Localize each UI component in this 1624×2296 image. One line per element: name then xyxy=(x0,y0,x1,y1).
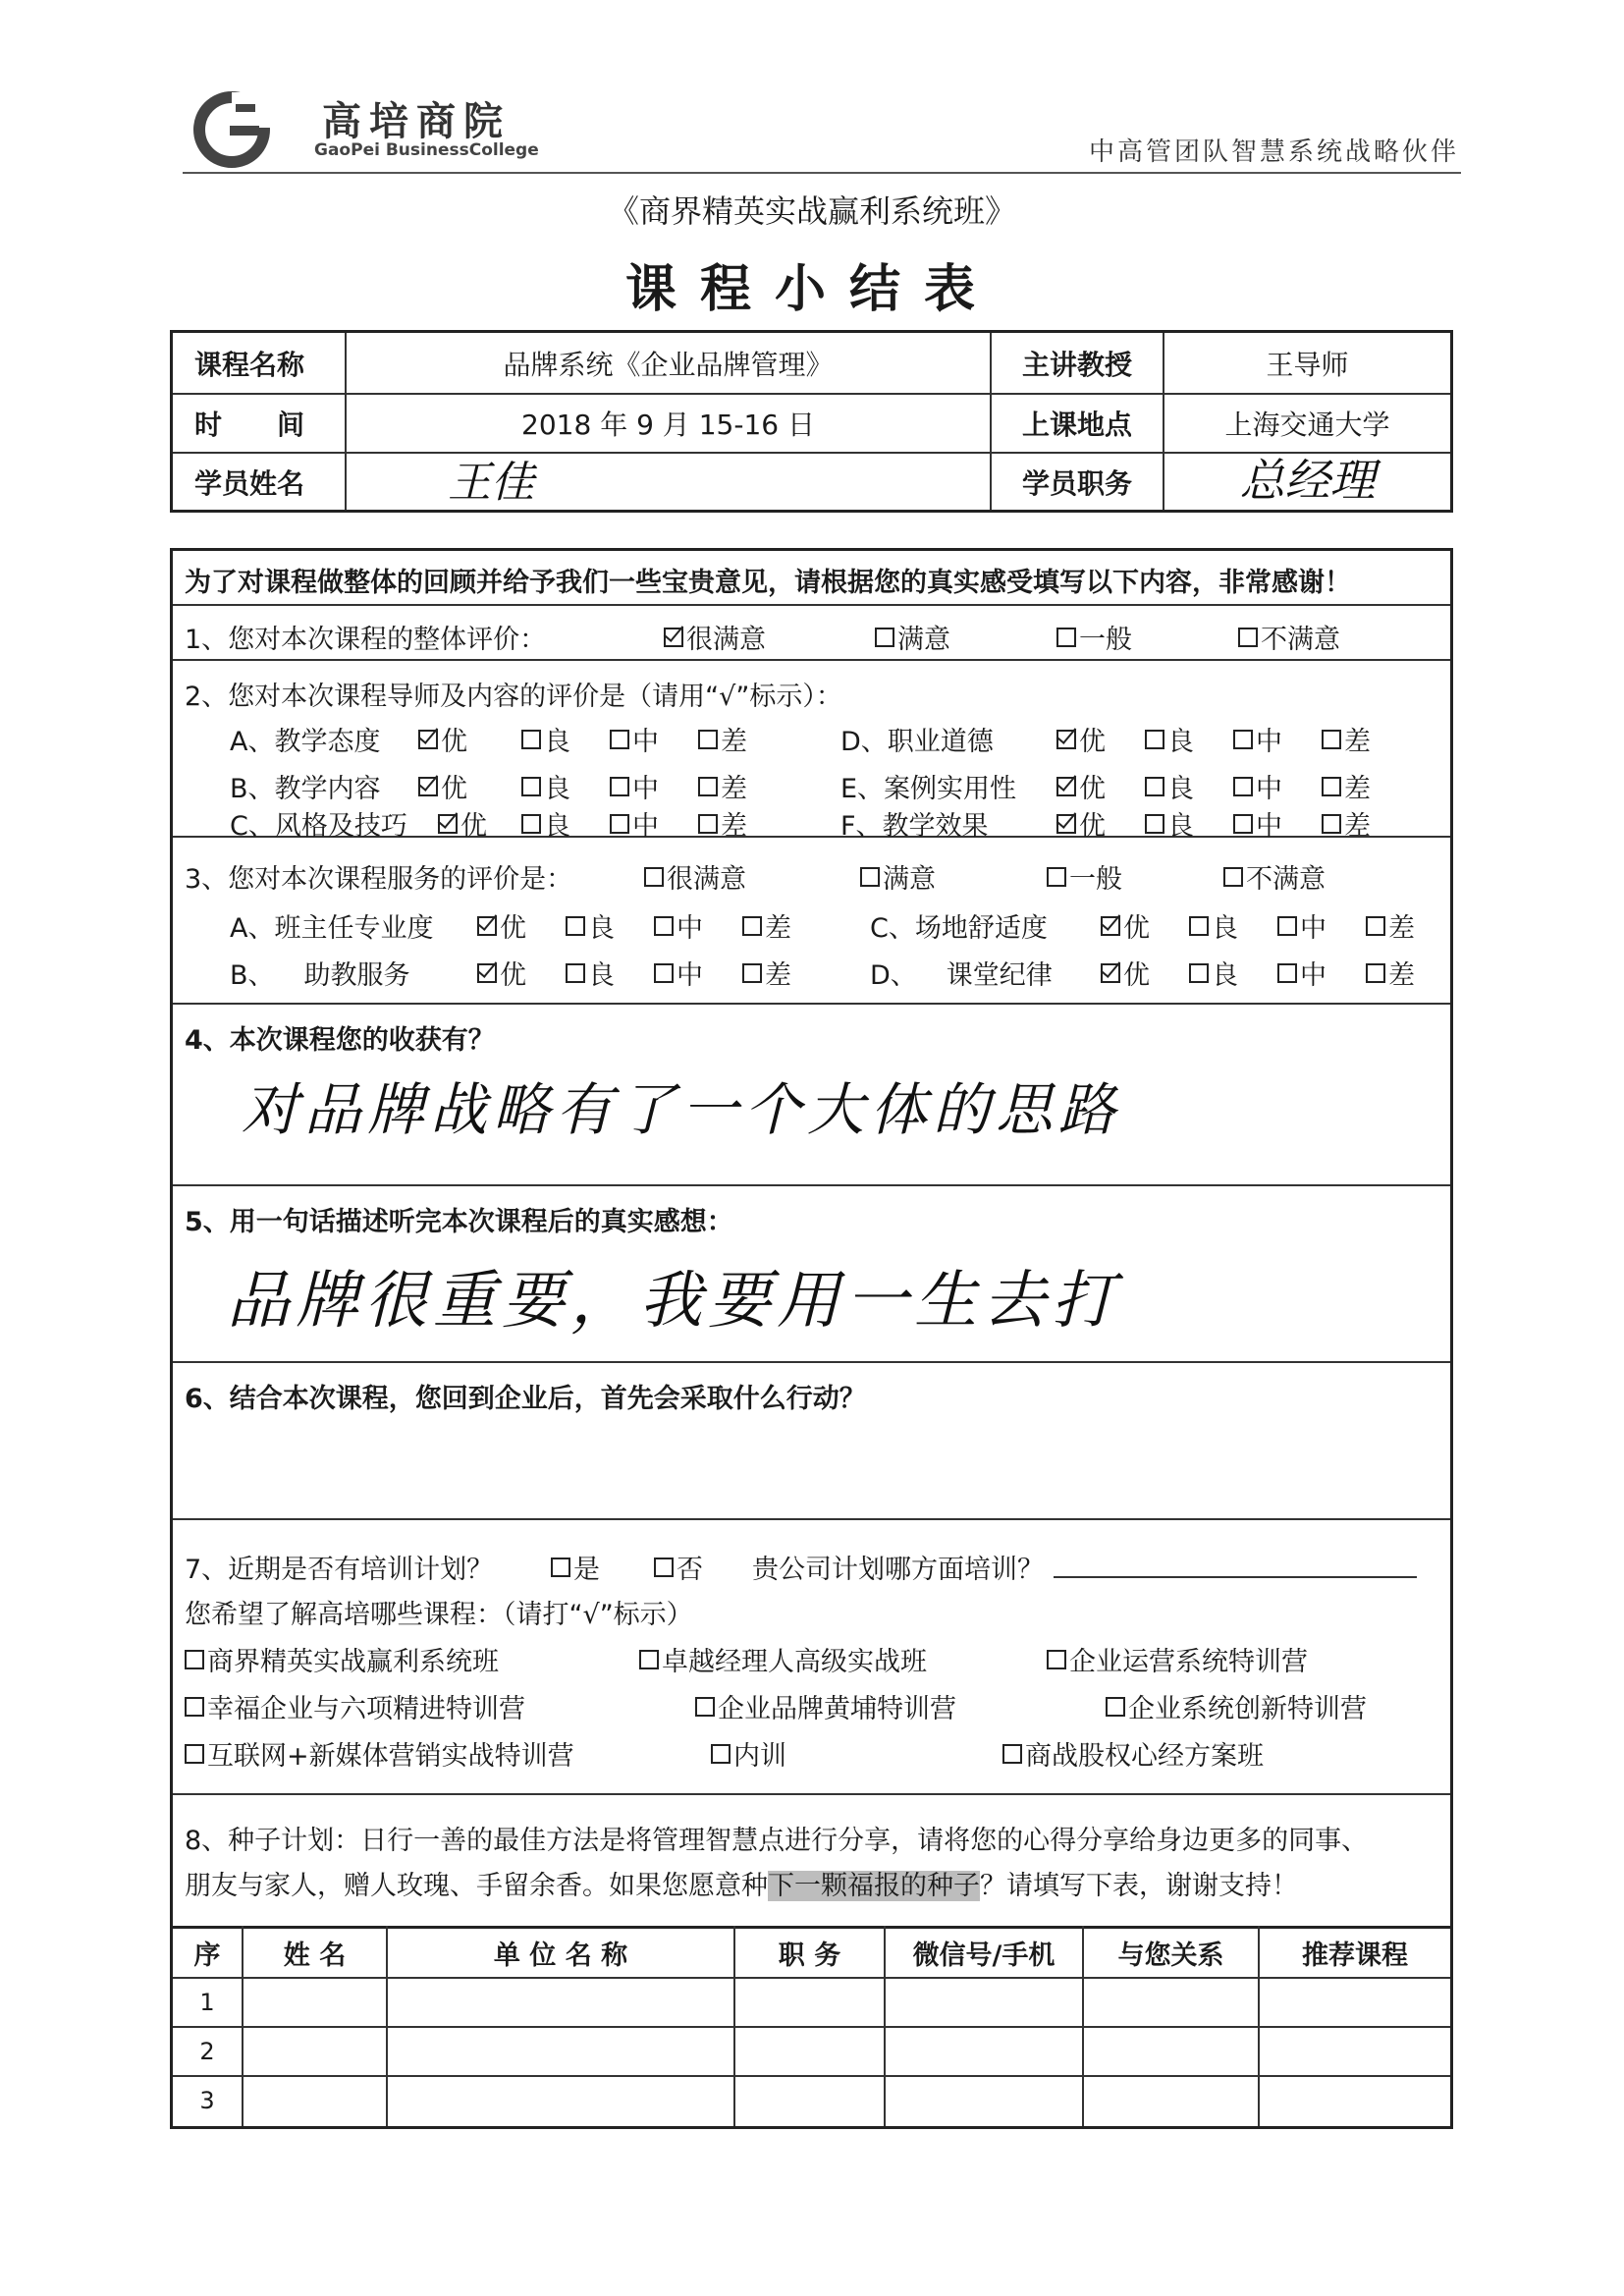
q2-b-grade-medium[interactable]: 中 xyxy=(610,767,659,805)
course-option-1[interactable]: 商界精英实战赢利系统班 xyxy=(185,1640,499,1678)
q3-c-grade-medium[interactable]: 中 xyxy=(1277,906,1326,945)
table-row-index: 3 xyxy=(199,2087,215,2114)
q8-section xyxy=(173,1795,1450,1926)
q1-section xyxy=(173,606,1450,661)
q4-handwritten-answer[interactable]: 对品牌战略有了一个大体的思路 xyxy=(242,1076,1122,1143)
q2-section xyxy=(173,661,1450,842)
q2-c-grade-medium[interactable]: 中 xyxy=(610,804,659,843)
q2-a-grade-excellent[interactable]: 优 xyxy=(418,720,467,758)
q3-c-grade-poor[interactable]: 差 xyxy=(1366,906,1415,945)
q5-handwritten-answer[interactable]: 品牌很重要，我要用一生去打 xyxy=(227,1265,1120,1338)
student-name-value: 王佳 xyxy=(448,458,534,508)
q2-e-grade-good[interactable]: 良 xyxy=(1145,767,1194,805)
q3-item-a: A、班主任专业度 xyxy=(230,913,434,944)
time-label: 时 间 xyxy=(194,409,305,441)
q3-section xyxy=(173,838,1450,1005)
q3-b-grade-poor[interactable]: 差 xyxy=(742,954,791,992)
course-name-value: 品牌系统《企业品牌管理》 xyxy=(503,348,834,381)
q4-text: 4、本次课程您的收获有？ xyxy=(185,1025,495,1056)
course-option-6[interactable]: 企业系统创新特训营 xyxy=(1106,1687,1367,1725)
course-name-label: 课程名称 xyxy=(194,348,305,381)
q1-option-very-satisfied[interactable]: 很满意 xyxy=(664,618,766,656)
position-value: 总经理 xyxy=(1239,454,1376,507)
q3-d-grade-poor[interactable]: 差 xyxy=(1366,954,1415,992)
q3-a-grade-medium[interactable]: 中 xyxy=(654,906,703,945)
q8-highlight: 下一颗福报的种子 xyxy=(768,1871,980,1901)
course-option-7[interactable]: 互联网+新媒体营销实战特训营 xyxy=(185,1734,574,1773)
q3-a-grade-excellent[interactable]: 优 xyxy=(477,906,526,945)
q2-a-grade-medium[interactable]: 中 xyxy=(610,720,659,758)
q3-d-grade-good[interactable]: 良 xyxy=(1189,954,1238,992)
q3-option-dissatisfied[interactable]: 不满意 xyxy=(1223,857,1326,896)
col-header-index: 序 xyxy=(193,1940,221,1971)
q3-d-grade-excellent[interactable]: 优 xyxy=(1101,954,1150,992)
student-name-label: 学员姓名 xyxy=(194,466,305,500)
q3-option-average[interactable]: 一般 xyxy=(1047,857,1122,896)
q2-f-grade-poor[interactable]: 差 xyxy=(1322,804,1371,843)
lecturer-label: 主讲教授 xyxy=(1021,348,1132,381)
q2-item-b-label: B、教学内容 xyxy=(230,774,381,804)
q3-text: 3、您对本次课程服务的评价是： xyxy=(185,864,573,895)
table-row-index: 2 xyxy=(199,2038,215,2065)
q1-option-dissatisfied[interactable]: 不满意 xyxy=(1238,618,1340,656)
col-header-position: 职 务 xyxy=(778,1940,841,1971)
course-option-3[interactable]: 企业运营系统特训营 xyxy=(1047,1640,1308,1678)
checkbox[interactable] xyxy=(1056,628,1076,647)
intro-section xyxy=(173,551,1450,606)
col-header-course: 推荐课程 xyxy=(1302,1940,1408,1971)
q2-e-grade-poor[interactable]: 差 xyxy=(1322,767,1371,805)
q2-d-grade-good[interactable]: 良 xyxy=(1145,720,1194,758)
q2-a-grade-good[interactable]: 良 xyxy=(521,720,570,758)
checkbox[interactable] xyxy=(875,628,894,647)
q2-c-grade-excellent[interactable]: 优 xyxy=(438,804,487,843)
brand-name-en: GaoPei BusinessCollege xyxy=(314,140,539,160)
location-label: 上课地点 xyxy=(1021,409,1132,441)
q7-option-yes[interactable]: 是 xyxy=(551,1548,600,1586)
q2-e-grade-excellent[interactable]: 优 xyxy=(1056,767,1106,805)
q7-text: 7、近期是否有培训计划？ xyxy=(185,1555,494,1585)
location-value: 上海交通大学 xyxy=(1224,409,1390,441)
header-divider xyxy=(183,172,1461,174)
form-title: 课程小结表 xyxy=(624,260,999,319)
intro-text: 为了对课程做整体的回顾并给予我们一些宝贵意见，请根据您的真实感受填写以下内容，非常感谢！ xyxy=(185,568,1351,598)
q3-d-grade-medium[interactable]: 中 xyxy=(1277,954,1326,992)
q2-d-grade-poor[interactable]: 差 xyxy=(1322,720,1371,758)
info-table xyxy=(170,330,1453,513)
col-header-contact: 微信号/手机 xyxy=(912,1940,1056,1971)
q1-option-average[interactable]: 一般 xyxy=(1056,618,1132,656)
q2-b-grade-poor[interactable]: 差 xyxy=(698,767,747,805)
col-header-company: 单 位 名 称 xyxy=(493,1940,628,1971)
q2-item-c-label: C、风格及技巧 xyxy=(230,811,407,842)
q3-b-grade-good[interactable]: 良 xyxy=(566,954,615,992)
position-label: 学员职务 xyxy=(1021,466,1132,500)
q2-c-grade-poor[interactable]: 差 xyxy=(698,804,747,843)
q3-a-grade-poor[interactable]: 差 xyxy=(742,906,791,945)
checkbox[interactable] xyxy=(1238,628,1258,647)
q2-f-grade-medium[interactable]: 中 xyxy=(1233,804,1282,843)
q6-text: 6、结合本次课程，您回到企业后，首先会采取什么行动？ xyxy=(185,1384,866,1414)
q3-option-very-satisfied[interactable]: 很满意 xyxy=(644,857,746,896)
q7-plan-blank[interactable] xyxy=(1054,1555,1417,1578)
lecturer-value: 王导师 xyxy=(1266,348,1349,381)
q2-item-f-label: F、教学效果 xyxy=(840,811,989,842)
q4-section xyxy=(173,1005,1450,1186)
q2-d-grade-medium[interactable]: 中 xyxy=(1233,720,1282,758)
q2-item-d-label: D、职业道德 xyxy=(840,727,994,757)
course-title: 《商界精英实战赢利系统班》 xyxy=(607,192,1016,230)
q7-plan-question: 贵公司计划哪方面培训？ xyxy=(752,1548,1417,1586)
q3-a-grade-good[interactable]: 良 xyxy=(566,906,615,945)
slogan: 中高管团队智慧系统战略伙伴 xyxy=(1088,137,1459,167)
q5-text: 5、用一句话描述听完本次课程后的真实感想： xyxy=(185,1207,733,1237)
q8-line1: 8、种子计划：日行一善的最佳方法是将管理智慧点进行分享，请将您的心得分享给身边更多的同事、 xyxy=(185,1826,1369,1856)
col-header-name: 姓 名 xyxy=(283,1940,347,1971)
q7-section xyxy=(173,1520,1450,1795)
q1-option-satisfied[interactable]: 满意 xyxy=(875,618,950,656)
q7-wish-text: 您希望了解高培哪些课程：（请打“√”标示） xyxy=(185,1600,693,1630)
q2-f-grade-good[interactable]: 良 xyxy=(1145,804,1194,843)
q2-b-grade-excellent[interactable]: 优 xyxy=(418,767,467,805)
q8-line2: 朋友与家人，赠人玫瑰、手留余香。如果您愿意种下一颗福报的种子？请填写下表，谢谢支持！ xyxy=(185,1871,1298,1901)
q2-e-grade-medium[interactable]: 中 xyxy=(1233,767,1282,805)
q5-section xyxy=(173,1186,1450,1363)
q2-d-grade-excellent[interactable]: 优 xyxy=(1056,720,1106,758)
course-option-4[interactable]: 幸福企业与六项精进特训营 xyxy=(185,1687,525,1725)
q3-item-b: B、 助教服务 xyxy=(230,960,410,991)
referral-table xyxy=(173,1926,1450,2126)
course-option-2[interactable]: 卓越经理人高级实战班 xyxy=(639,1640,927,1678)
col-header-relation: 与您关系 xyxy=(1117,1940,1224,1971)
time-value: 2018 年 9 月 15-16 日 xyxy=(521,409,815,441)
course-option-9[interactable]: 商战股权心经方案班 xyxy=(1002,1734,1264,1773)
q7-option-no[interactable]: 否 xyxy=(654,1548,703,1586)
q2-b-grade-good[interactable]: 良 xyxy=(521,767,570,805)
q2-a-grade-poor[interactable]: 差 xyxy=(698,720,747,758)
q3-c-grade-excellent[interactable]: 优 xyxy=(1101,906,1150,945)
q6-section xyxy=(173,1363,1450,1520)
table-row-index: 1 xyxy=(199,1989,215,2016)
survey-form xyxy=(170,548,1453,2129)
q3-b-grade-excellent[interactable]: 优 xyxy=(477,954,526,992)
q3-option-satisfied[interactable]: 满意 xyxy=(860,857,936,896)
q2-text: 2、您对本次课程导师及内容的评价是（请用“√”标示）： xyxy=(185,682,842,712)
q3-b-grade-medium[interactable]: 中 xyxy=(654,954,703,992)
q1-text: 1、您对本次课程的整体评价： xyxy=(185,625,547,655)
q3-item-d: D、 课堂纪律 xyxy=(870,960,1053,991)
q3-item-c: C、场地舒适度 xyxy=(870,913,1048,944)
course-option-5[interactable]: 企业品牌黄埔特训营 xyxy=(695,1687,956,1725)
q2-item-e-label: E、案例实用性 xyxy=(840,774,1017,804)
course-option-8[interactable]: 内训 xyxy=(711,1734,786,1773)
checkbox-checked[interactable] xyxy=(664,628,683,647)
q3-c-grade-good[interactable]: 良 xyxy=(1189,906,1238,945)
q2-f-grade-excellent[interactable]: 优 xyxy=(1056,804,1106,843)
q2-item-a-label: A、教学态度 xyxy=(230,727,381,757)
brand-name-cn: 高培商院 xyxy=(322,99,511,144)
gaopei-logo-icon xyxy=(192,90,271,169)
q2-c-grade-good[interactable]: 良 xyxy=(521,804,570,843)
